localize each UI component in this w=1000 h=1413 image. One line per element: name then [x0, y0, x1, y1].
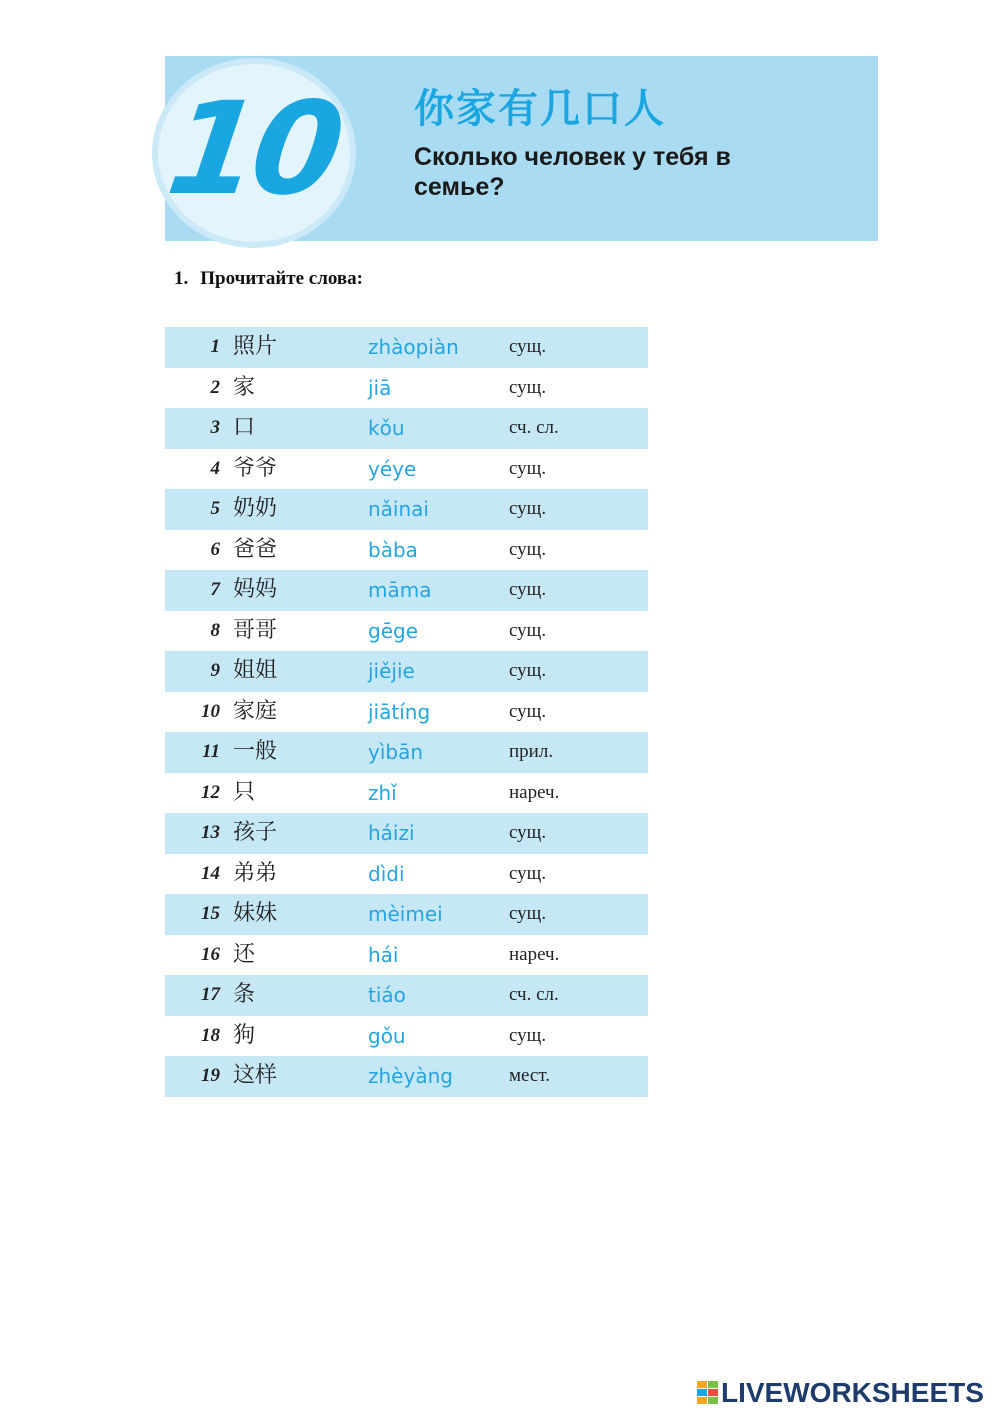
vocab-number: 2 [210, 376, 220, 398]
vocab-number: 17 [201, 984, 220, 1005]
logo-block [708, 1381, 718, 1388]
vocab-hanzi: 妹妹 [233, 901, 278, 926]
vocab-row [165, 813, 648, 854]
vocab-pinyin: tiáo [368, 983, 406, 1007]
vocab-row [165, 773, 648, 814]
vocab-row [165, 651, 648, 692]
vocab-part-of-speech: мест. [509, 1065, 550, 1086]
vocab-part-of-speech: сущ. [509, 457, 547, 479]
vocab-number: 10 [201, 700, 220, 722]
vocab-number: 16 [201, 943, 220, 965]
exercise-number: 1. [174, 268, 189, 289]
vocab-hanzi: 还 [233, 941, 256, 967]
logo-blocks-icon [697, 1381, 719, 1405]
vocab-hanzi: 姐姐 [233, 658, 278, 683]
vocab-hanzi: 口 [233, 415, 256, 440]
vocab-number: 6 [210, 538, 220, 560]
vocab-pinyin: hái [368, 942, 399, 967]
vocab-row [165, 489, 648, 530]
vocab-row [165, 368, 648, 409]
vocab-pinyin: nǎinai [368, 497, 429, 521]
vocab-number: 9 [210, 660, 220, 681]
vocab-hanzi: 奶奶 [233, 496, 278, 521]
vocab-hanzi: 这样 [233, 1063, 278, 1088]
vocab-hanzi: 爸爸 [233, 536, 278, 562]
vocab-part-of-speech: сущ. [509, 579, 547, 600]
vocab-hanzi: 狗 [233, 1022, 256, 1048]
vocab-row [165, 854, 648, 895]
vocab-pinyin: yìbān [368, 740, 424, 764]
vocab-number: 5 [210, 498, 220, 519]
vocab-pinyin: gǒu [368, 1023, 406, 1048]
vocab-row [165, 975, 648, 1016]
vocab-number: 12 [201, 781, 220, 803]
vocab-pinyin: jiātíng [368, 699, 431, 724]
liveworksheets-logo [697, 1376, 993, 1410]
logo-block [708, 1397, 718, 1404]
vocab-pinyin: mèimei [368, 902, 443, 926]
vocab-row [165, 732, 648, 773]
vocab-hanzi: 照片 [233, 334, 278, 359]
vocab-row [165, 449, 648, 490]
vocab-part-of-speech: нареч. [509, 781, 560, 803]
vocab-number: 11 [202, 741, 220, 762]
vocab-part-of-speech: сущ. [509, 660, 547, 681]
vocab-part-of-speech: сущ. [509, 862, 547, 884]
vocab-hanzi: 一般 [233, 739, 278, 764]
lesson-number: 10 [159, 75, 347, 224]
vocab-row [165, 692, 648, 733]
vocab-row [165, 1016, 648, 1057]
logo-block [697, 1389, 707, 1396]
vocab-number: 3 [210, 417, 220, 438]
vocab-part-of-speech: сущ. [509, 903, 547, 924]
exercise-text: Прочитайте слова: [200, 268, 364, 289]
vocab-row [165, 1056, 648, 1097]
vocab-hanzi: 妈妈 [233, 577, 278, 602]
vocab-row [165, 408, 648, 449]
vocab-part-of-speech: сущ. [509, 336, 547, 357]
vocab-pinyin: kǒu [368, 416, 405, 440]
exercise-instruction [174, 268, 363, 290]
vocab-pinyin: yéye [368, 456, 417, 481]
vocab-number: 8 [210, 619, 220, 641]
lesson-title-russian: Сколько человек у тебя в семье? [414, 143, 731, 201]
vocab-row [165, 530, 648, 571]
vocab-part-of-speech: сущ. [509, 1024, 547, 1046]
vocab-pinyin: jiā [368, 375, 392, 400]
vocab-part-of-speech: сч. сл. [509, 417, 559, 438]
logo-block [697, 1397, 707, 1404]
vocab-number: 18 [201, 1024, 220, 1046]
vocab-number: 1 [210, 336, 220, 357]
vocab-pinyin: bàba [368, 537, 418, 562]
vocab-part-of-speech: сущ. [509, 619, 547, 641]
lesson-title-chinese: 你家有几口人 [414, 86, 666, 132]
logo-block [708, 1389, 718, 1396]
vocab-part-of-speech: сущ. [509, 376, 547, 398]
vocab-hanzi: 条 [233, 982, 256, 1007]
vocab-part-of-speech: прил. [509, 741, 554, 762]
vocab-pinyin: háizi [368, 821, 415, 845]
vocab-pinyin: zhǐ [368, 780, 397, 805]
vocab-part-of-speech: нареч. [509, 943, 560, 965]
vocab-row [165, 935, 648, 976]
vocab-part-of-speech: сч. сл. [509, 984, 559, 1005]
vocab-number: 19 [201, 1065, 220, 1086]
vocab-pinyin: zhèyàng [368, 1064, 453, 1088]
vocab-number: 7 [210, 579, 220, 600]
logo-text: LIVEWORKSHEETS [721, 1377, 984, 1408]
vocab-hanzi: 家 [233, 374, 256, 400]
vocab-number: 4 [210, 457, 220, 479]
vocab-part-of-speech: сущ. [509, 538, 547, 560]
vocab-number: 14 [201, 862, 220, 884]
vocab-hanzi: 哥哥 [233, 617, 278, 643]
vocab-pinyin: jiějie [368, 659, 415, 683]
vocab-pinyin: zhàopiàn [368, 335, 459, 359]
vocab-part-of-speech: сущ. [509, 822, 547, 843]
vocabulary-table [165, 327, 648, 1097]
logo-block [697, 1381, 707, 1388]
vocab-row [165, 570, 648, 611]
vocab-part-of-speech: сущ. [509, 700, 547, 722]
vocab-pinyin: dìdi [368, 861, 405, 886]
vocab-hanzi: 孩子 [233, 820, 278, 845]
vocab-hanzi: 只 [233, 779, 256, 805]
vocab-number: 15 [201, 903, 220, 924]
vocab-row [165, 894, 648, 935]
vocab-hanzi: 弟弟 [233, 860, 278, 886]
vocab-part-of-speech: сущ. [509, 498, 547, 519]
vocab-pinyin: māma [368, 578, 432, 602]
vocab-row [165, 327, 648, 368]
vocab-hanzi: 爷爷 [233, 455, 278, 481]
vocab-row [165, 611, 648, 652]
vocab-hanzi: 家庭 [233, 698, 278, 724]
vocab-pinyin: gēge [368, 618, 418, 643]
vocab-number: 13 [201, 822, 220, 843]
